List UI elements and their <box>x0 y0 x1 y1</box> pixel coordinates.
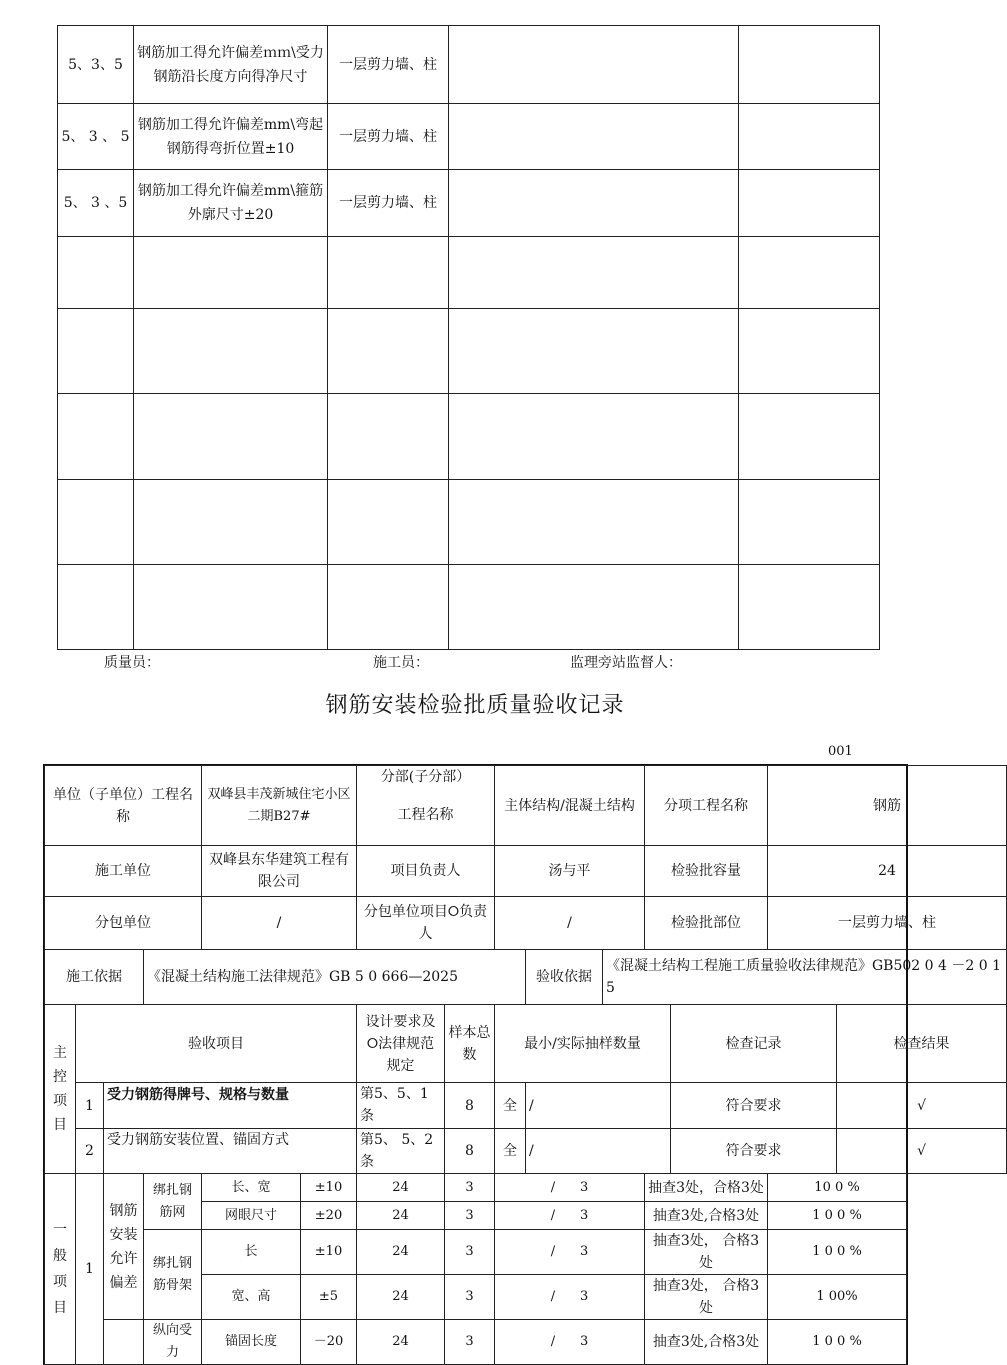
sample-cell: 8 <box>445 1129 495 1174</box>
column-header-row <box>45 1005 1007 1083</box>
result-cell: 1 0 0 % <box>768 1202 907 1230</box>
result-cell: 10 0 % <box>768 1174 907 1202</box>
builder-label: 施工员： <box>373 655 429 671</box>
actual-cell: / 3 <box>495 1230 645 1275</box>
acceptance-basis-label: 验收依据 <box>526 950 603 1005</box>
result-cell: 1 00% <box>768 1275 907 1320</box>
result-cell: 1 0 0 % <box>768 1320 907 1365</box>
record-cell: 抽查3处,合格3处 <box>645 1202 768 1230</box>
record-cell: 抽查3处， 合格3处 <box>645 1275 768 1320</box>
quality-inspector-label: 质量员： <box>104 655 160 671</box>
tolerance-cell: ±10 <box>301 1230 357 1275</box>
acceptance-record-form <box>43 764 1001 1365</box>
actual-cell: / 3 <box>495 1320 645 1365</box>
empty-cell <box>739 26 880 104</box>
item-name-value: 钢筋 <box>768 766 1007 846</box>
supervisor-label: 监理旁站监督人： <box>570 655 682 671</box>
subitem-cell: 长、宽 <box>202 1174 301 1202</box>
acceptance-table <box>44 765 1007 1365</box>
construction-basis-label: 施工依据 <box>45 950 144 1005</box>
actual-cell: / 3 <box>495 1275 645 1320</box>
location-value: 一层剪力墙、柱 <box>768 897 1007 950</box>
construction-basis-value: 《混凝土结构施工法律规范》GB 5 0 666—2025 <box>144 950 526 1005</box>
location-cell: 一层剪力墙、柱 <box>328 26 449 104</box>
general-text: 一般项目 <box>53 1222 67 1316</box>
sample-cell: 24 <box>357 1230 445 1275</box>
location-cell: 一层剪力墙、柱 <box>328 104 449 170</box>
tolerance-cell: ±5 <box>301 1275 357 1320</box>
table-row <box>45 766 1007 846</box>
actual-cell: / 3 <box>495 1174 645 1202</box>
record-cell: 符合要求 <box>671 1129 837 1174</box>
signature-row <box>57 652 879 674</box>
table-row <box>58 104 880 170</box>
spec-text: 第5、5、1条 <box>360 1086 429 1124</box>
spec-cell <box>357 1129 445 1174</box>
empty-cell <box>739 104 880 170</box>
item-cell: 钢筋加工得允许偏差ｍｍ\受力钢筋沿长度方向得净尺寸 <box>134 26 328 104</box>
col-design-header: 设计要求及⭘法律规范规定 <box>357 1005 445 1083</box>
clause-cell: 5、3、5 <box>58 26 134 104</box>
table-row <box>45 1230 1007 1275</box>
sub-manager-value: / <box>495 897 645 950</box>
result-cell: √ <box>837 1129 1007 1174</box>
empty-row <box>58 309 880 394</box>
actual-cell: / <box>526 1083 671 1129</box>
capacity-value: 24 <box>768 846 1007 897</box>
empty-cell <box>449 170 739 237</box>
col-result-header: 检查结果 <box>837 1005 1007 1083</box>
main-control-text: 主控项目 <box>53 1045 67 1133</box>
record-cell: 抽查3处,合格3处 <box>645 1320 768 1365</box>
acceptance-basis-value: 《混凝土结构工程施工质量验收法律规范》GB502 0 4 －2 0 1 5 <box>603 950 1007 1005</box>
empty-cell <box>449 104 739 170</box>
col-min-actual-header: 最小/实际抽样数量 <box>495 1005 671 1083</box>
table-row <box>45 897 1007 950</box>
actual-cell: / 3 <box>495 1202 645 1230</box>
min-cell: 3 <box>445 1320 495 1365</box>
category-cell: 绑扎钢筋骨架 <box>144 1230 202 1320</box>
row-number: 2 <box>76 1129 104 1174</box>
result-cell: 1 0 0 % <box>768 1230 907 1275</box>
sample-cell: 8 <box>445 1083 495 1129</box>
general-row-number: 1 <box>76 1174 104 1365</box>
manager-value: 汤与平 <box>495 846 645 897</box>
tolerance-group-text: 钢筋安装允许偏差 <box>109 1202 138 1291</box>
table-row <box>45 1129 1007 1174</box>
subdivision-label-top: 分部(子分部） <box>380 769 471 785</box>
subdivision-value: 主体结构/混凝土结构 <box>495 766 645 846</box>
table-row <box>45 1174 1007 1202</box>
manager-label: 项目负责人 <box>357 846 495 897</box>
record-cell: 符合要求 <box>671 1083 837 1129</box>
row-number: 1 <box>76 1083 104 1129</box>
contractor-label: 施工单位 <box>45 846 202 897</box>
actual-cell: / <box>526 1129 671 1174</box>
clause-cell: 5、 3 、5 <box>58 170 134 237</box>
tolerance-cell: －20 <box>301 1320 357 1365</box>
min-cell: 3 <box>445 1230 495 1275</box>
spec-text: 第5、 5、2条 <box>360 1132 434 1170</box>
item-name-label: 分项工程名称 <box>645 766 768 846</box>
subdivision-label <box>357 766 495 846</box>
item-cell <box>104 1129 357 1174</box>
item-cell: 钢筋加工得允许偏差mm\箍筋外廓尺寸±20 <box>134 170 328 237</box>
page-title: 钢筋安装检验批质量验收记录 <box>325 693 625 718</box>
tolerance-cell: ±10 <box>301 1174 357 1202</box>
subdivision-label-bottom: 工程名称 <box>397 807 454 823</box>
unit-name-value: 双峰县丰茂新城住宅小区二期B27# <box>202 766 357 846</box>
col-record-header: 检查记录 <box>671 1005 837 1083</box>
subitem-cell: 宽、高 <box>202 1275 301 1320</box>
subcontractor-value: / <box>202 897 357 950</box>
sample-cell: 24 <box>357 1202 445 1230</box>
record-cell: 抽查3处，合格3处 <box>645 1174 768 1202</box>
result-cell: √ <box>837 1083 1007 1129</box>
sub-manager-label: 分包单位项目⭘负责人 <box>357 897 495 950</box>
subitem-cell: 长 <box>202 1230 301 1275</box>
tolerance-group-cont <box>104 1320 144 1365</box>
item-text: 受力钢筋得牌号、规格与数量 <box>107 1086 289 1103</box>
item-cell <box>104 1083 357 1129</box>
min-cell: 3 <box>445 1174 495 1202</box>
main-control-label <box>45 1005 76 1174</box>
item-cell: 钢筋加工得允许偏差mm\弯起钢筋得弯折位置±10 <box>134 104 328 170</box>
general-label <box>45 1174 76 1365</box>
table-row <box>45 846 1007 897</box>
document-number: 001 <box>828 744 853 759</box>
category-cell: 纵向受力 <box>144 1320 202 1365</box>
table-row <box>58 26 880 104</box>
empty-cell <box>449 26 739 104</box>
min-cell: 全 <box>495 1129 526 1174</box>
upper-table <box>57 25 880 650</box>
min-cell: 全 <box>495 1083 526 1129</box>
table-row <box>58 170 880 237</box>
subitem-cell: 网眼尺寸 <box>202 1202 301 1230</box>
table-row <box>45 950 1007 1005</box>
record-cell: 抽查3处， 合格3处 <box>645 1230 768 1275</box>
table-row <box>45 1320 1007 1365</box>
category-cell: 绑扎钢筋网 <box>144 1174 202 1230</box>
unit-name-label: 单位（子单位）工程名称 <box>45 766 202 846</box>
location-label: 检验批部位 <box>645 897 768 950</box>
capacity-label: 检验批容量 <box>645 846 768 897</box>
location-cell: 一层剪力墙、柱 <box>328 170 449 237</box>
subitem-cell: 锚固长度 <box>202 1320 301 1365</box>
contractor-value: 双峰县东华建筑工程有限公司 <box>202 846 357 897</box>
spec-cell <box>357 1083 445 1129</box>
tolerance-group <box>104 1174 144 1320</box>
empty-row <box>58 237 880 309</box>
empty-cell <box>739 170 880 237</box>
tolerance-cell: ±20 <box>301 1202 357 1230</box>
sample-cell: 24 <box>357 1275 445 1320</box>
min-cell: 3 <box>445 1275 495 1320</box>
table-row <box>45 1083 1007 1129</box>
empty-row <box>58 394 880 480</box>
empty-row <box>58 480 880 565</box>
empty-row <box>58 565 880 650</box>
min-cell: 3 <box>445 1202 495 1230</box>
col-item-header: 验收项目 <box>76 1005 357 1083</box>
sample-cell: 24 <box>357 1320 445 1365</box>
sample-cell: 24 <box>357 1174 445 1202</box>
item-text: 受力钢筋安装位置、锚固方式 <box>107 1132 289 1148</box>
subcontractor-label: 分包单位 <box>45 897 202 950</box>
clause-cell: 5、 3 、 5 <box>58 104 134 170</box>
col-sample-header: 样本总数 <box>445 1005 495 1083</box>
